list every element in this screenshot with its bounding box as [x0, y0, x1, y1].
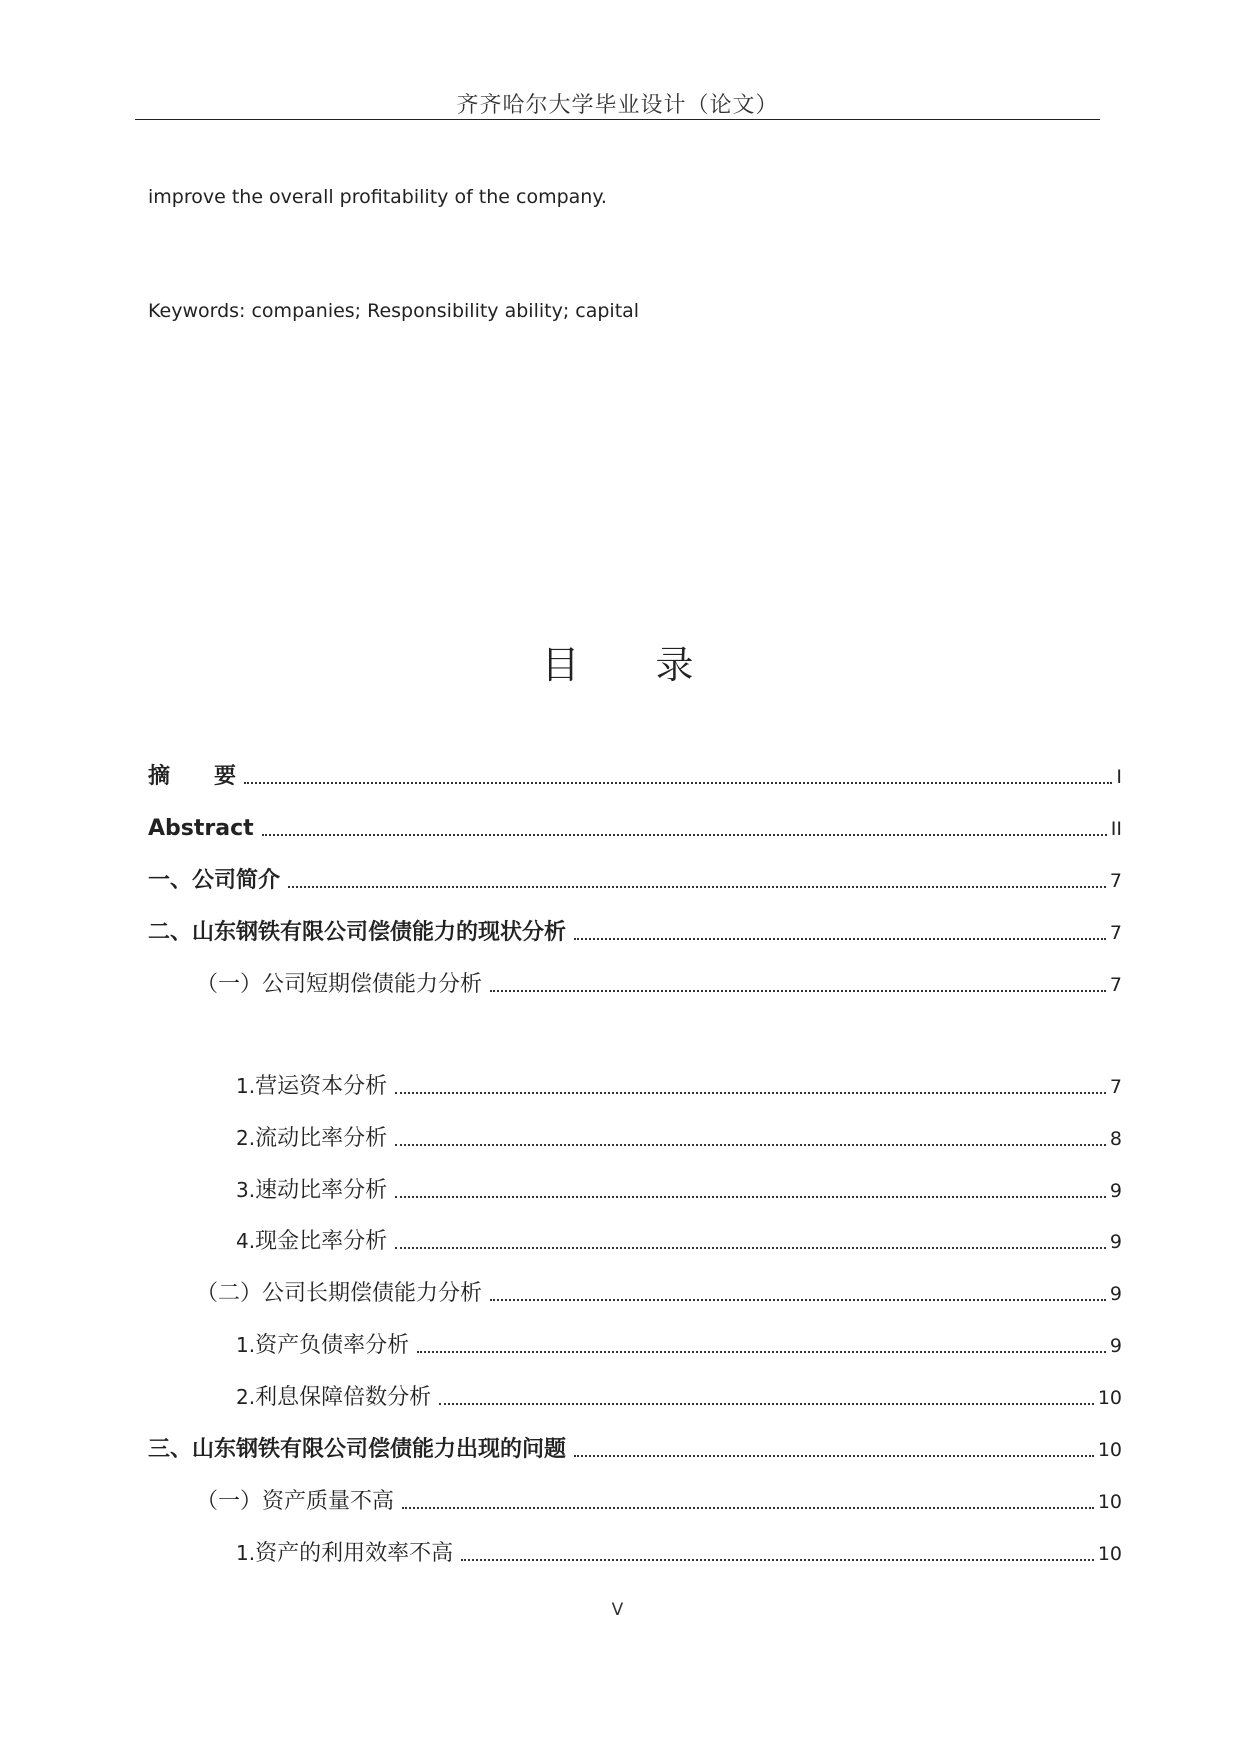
toc-entry-label: （一）公司短期偿债能力分析 — [196, 972, 483, 997]
dot-leader — [402, 1507, 1094, 1509]
toc-entry-page: 7 — [1109, 870, 1122, 892]
toc-entry-page: 10 — [1097, 1543, 1122, 1565]
toc-entry-page: 8 — [1109, 1128, 1122, 1150]
toc-entry-page: 7 — [1109, 922, 1122, 944]
toc-entry-number: 4. — [236, 1229, 256, 1253]
dot-leader — [244, 782, 1112, 784]
toc-entry-text: 利息保障倍数分析 — [255, 1385, 432, 1410]
toc-entry-section-2-2[interactable] — [196, 1275, 1122, 1309]
toc-title: 目 录 — [541, 643, 726, 687]
toc-entry-label: 一、公司简介 — [148, 868, 281, 893]
dot-leader — [395, 1196, 1106, 1198]
dot-leader — [395, 1247, 1106, 1249]
toc-entry-section-2-1[interactable] — [196, 966, 1122, 1000]
page-number: V — [611, 1600, 624, 1620]
toc-entry-abstract-cn[interactable] — [148, 758, 1122, 792]
dot-leader — [439, 1403, 1094, 1405]
toc-entry-label: 摘 要 — [148, 764, 237, 789]
toc-entry-section-3[interactable] — [148, 1431, 1122, 1465]
toc-entry-label — [236, 1123, 387, 1154]
toc-entry-text: 现金比率分析 — [255, 1229, 388, 1254]
dot-leader — [490, 990, 1106, 992]
toc-entry-label: （二）公司长期偿债能力分析 — [196, 1281, 483, 1306]
toc-entry-label — [236, 1330, 409, 1361]
toc-entry-label — [236, 1226, 387, 1257]
toc-entry-text: 资产负债率分析 — [255, 1333, 410, 1358]
toc-entry-text: 营运资本分析 — [255, 1074, 388, 1099]
toc-entry-page: 10 — [1097, 1439, 1122, 1461]
toc-entry-label — [236, 1175, 387, 1206]
dot-leader — [395, 1092, 1106, 1094]
toc-entry-page: 10 — [1097, 1387, 1122, 1409]
toc-entry-label: 三、山东钢铁有限公司偿债能力出现的问题 — [148, 1437, 567, 1462]
toc-entry-page: 9 — [1109, 1231, 1122, 1253]
toc-entry-page: 9 — [1109, 1335, 1122, 1357]
dot-leader — [288, 886, 1106, 888]
abstract-last-line: improve the overall profitability of the company. — [148, 186, 607, 208]
toc-entry-abstract-en[interactable] — [148, 810, 1122, 844]
toc-entry-number: 3. — [236, 1178, 256, 1202]
toc-entry-section-2-2-1[interactable] — [236, 1327, 1122, 1361]
toc-entry-section-3-1-1[interactable] — [236, 1535, 1122, 1569]
toc-entry-page: 9 — [1109, 1180, 1122, 1202]
toc-entry-text: 速动比率分析 — [255, 1178, 388, 1203]
toc-entry-page: 7 — [1109, 974, 1122, 996]
toc-entry-label: （一）资产质量不高 — [196, 1489, 395, 1514]
dot-leader — [395, 1144, 1106, 1146]
toc-entry-number: 1. — [236, 1541, 256, 1565]
toc-entry-section-2[interactable] — [148, 914, 1122, 948]
dot-leader — [574, 1455, 1094, 1457]
toc-entry-section-2-1-1[interactable] — [236, 1068, 1122, 1102]
toc-entry-number: 1. — [236, 1333, 256, 1357]
toc-entry-label: 二、山东钢铁有限公司偿债能力的现状分析 — [148, 920, 567, 945]
toc-entry-page: I — [1116, 766, 1122, 788]
toc-entry-number: 2. — [236, 1385, 256, 1409]
toc-entry-section-2-1-3[interactable] — [236, 1172, 1122, 1206]
toc-entry-page: II — [1110, 818, 1122, 840]
toc-entry-section-2-1-2[interactable] — [236, 1120, 1122, 1154]
toc-entry-page: 10 — [1097, 1491, 1122, 1513]
toc-entry-label — [236, 1382, 431, 1413]
toc-entry-page: 7 — [1109, 1076, 1122, 1098]
header-title: 齐齐哈尔大学毕业设计（论文） — [456, 93, 779, 118]
toc-entry-text: 流动比率分析 — [255, 1126, 388, 1151]
toc-entry-label — [236, 1071, 387, 1102]
dot-leader — [417, 1351, 1106, 1353]
dot-leader — [461, 1559, 1094, 1561]
toc-entry-label: Abstract — [148, 816, 254, 841]
toc-entry-section-2-2-2[interactable] — [236, 1379, 1122, 1413]
toc-entry-section-2-1-4[interactable] — [236, 1223, 1122, 1257]
toc-entry-text: 资产的利用效率不高 — [255, 1541, 454, 1566]
toc-entry-number: 1. — [236, 1074, 256, 1098]
toc-entry-page: 9 — [1109, 1283, 1122, 1305]
toc-entry-label — [236, 1538, 453, 1569]
header-rule — [135, 119, 1100, 120]
toc-entry-number: 2. — [236, 1126, 256, 1150]
keywords-line: Keywords: companies; Responsibility ability; capital — [148, 300, 640, 322]
toc-entry-section-1[interactable] — [148, 862, 1122, 896]
dot-leader — [574, 938, 1106, 940]
dot-leader — [490, 1299, 1106, 1301]
dot-leader — [262, 834, 1107, 836]
toc-entry-section-3-1[interactable] — [196, 1483, 1122, 1517]
